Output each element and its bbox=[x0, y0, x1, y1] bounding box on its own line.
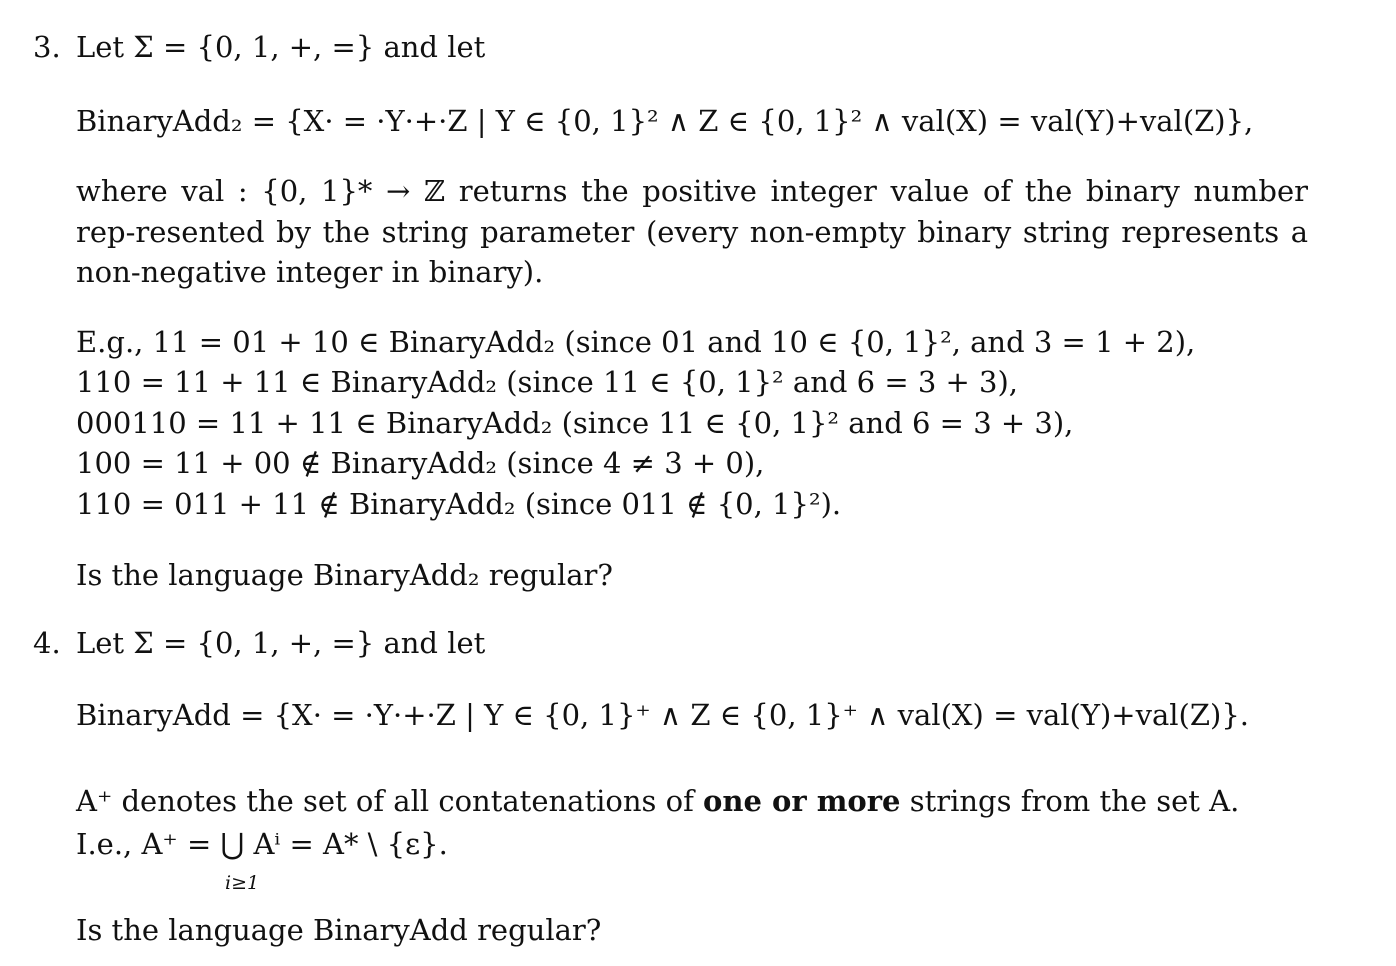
example-line: E.g., 11 = 01 + 10 ∈ BinaryAdd₂ (since 01 and 10 ∈ {0, 1}², and 3 = 1 + 2), bbox=[76, 325, 1196, 359]
problem-3-number: 3. bbox=[33, 30, 61, 64]
union-index: i≥1 bbox=[225, 872, 260, 894]
note-emphasis: one or more bbox=[703, 784, 901, 818]
problem-3-question: Is the language BinaryAdd₂ regular? bbox=[76, 558, 613, 592]
problem-4-note bbox=[76, 783, 1239, 819]
note-text: A⁺ denotes the set of all contatenations of bbox=[76, 784, 694, 818]
example-line: 100 = 11 + 00 ∉ BinaryAdd₂ (since 4 ≠ 3 + 0), bbox=[76, 446, 765, 480]
problem-4-definition: BinaryAdd = {X· = ·Y·+·Z | Y ∈ {0, 1}⁺ ∧ Z ∈ {0, 1}⁺ ∧ val(X) = val(Y)+val(Z)}. bbox=[76, 698, 1249, 732]
example-line: 000110 = 11 + 11 ∈ BinaryAdd₂ (since 11 ∈ {0, 1}² and 6 = 3 + 3), bbox=[76, 406, 1074, 440]
example-line: 110 = 11 + 11 ∈ BinaryAdd₂ (since 11 ∈ {0, 1}² and 6 = 3 + 3), bbox=[76, 365, 1019, 399]
problem-3-where-text: where val : {0, 1}* → ℤ returns the positive integer value of the binary number rep-resented by the string parameter (every non-empty binary string represents a non-negative integer in binary). bbox=[76, 174, 1308, 289]
example-line: 110 = 011 + 11 ∉ BinaryAdd₂ (since 011 ∉ {0, 1}²). bbox=[76, 487, 842, 521]
problem-4-intro: Let Σ = {0, 1, +, =} and let bbox=[76, 626, 486, 660]
problem-3-intro: Let Σ = {0, 1, +, =} and let bbox=[76, 30, 486, 64]
problem-4-number: 4. bbox=[33, 626, 61, 660]
problem-3-definition: BinaryAdd₂ = {X· = ·Y·+·Z | Y ∈ {0, 1}² ∧ Z ∈ {0, 1}² ∧ val(X) = val(Y)+val(Z)}, bbox=[76, 104, 1254, 138]
problem-4-question: Is the language BinaryAdd regular? bbox=[76, 913, 602, 947]
note-text: strings from the set A. bbox=[909, 784, 1240, 818]
problem-4-ie-line: I.e., A⁺ = ⋃ Aⁱ = A* \ {ε}. bbox=[76, 827, 448, 861]
